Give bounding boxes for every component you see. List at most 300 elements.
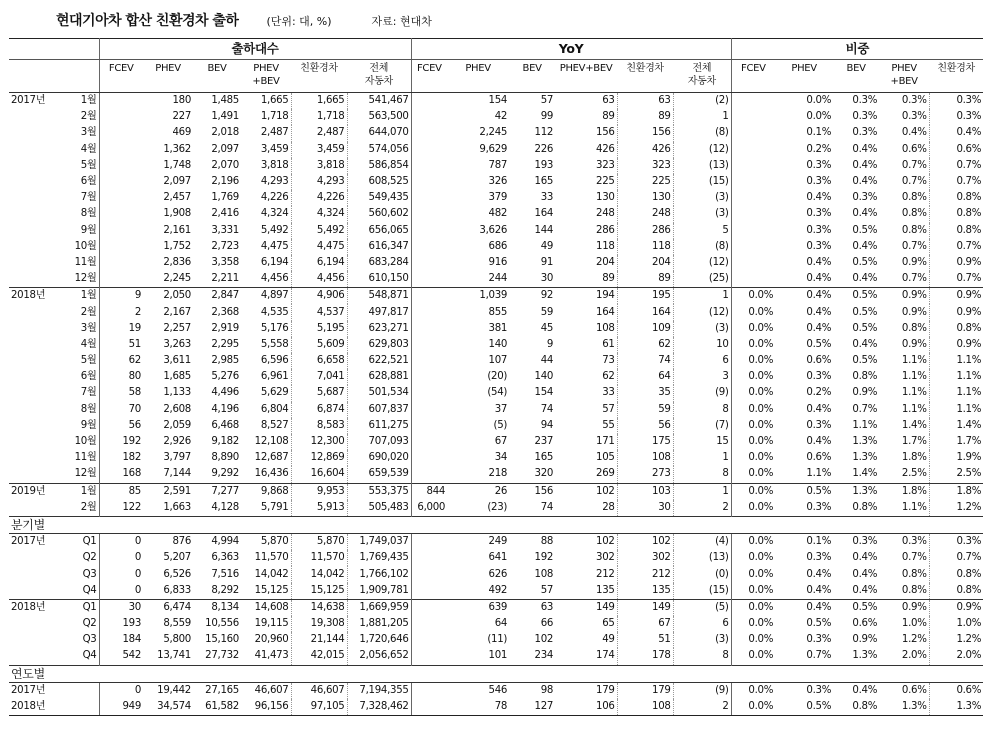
table-cell: 0.0% xyxy=(731,337,775,353)
table-cell: (13) xyxy=(673,550,731,566)
table-cell: 80 xyxy=(99,369,143,385)
table-cell: 0.0% xyxy=(731,466,775,483)
row-year: 2018년 xyxy=(9,288,59,305)
table-cell xyxy=(99,109,143,125)
table-cell: 0.4% xyxy=(775,288,833,305)
table-cell xyxy=(411,125,447,141)
table-cell: 0.4% xyxy=(852,143,878,155)
table-row xyxy=(9,239,983,255)
table-cell: 0.4% xyxy=(852,240,878,252)
table-cell: 0.5% xyxy=(775,483,833,500)
table-cell: 130 xyxy=(617,190,673,206)
table-cell: 105 xyxy=(596,452,615,464)
table-cell: (11) xyxy=(487,634,508,646)
row-period: 3월 xyxy=(80,322,97,334)
table-cell: 1.1% xyxy=(929,402,983,418)
table-cell: 26 xyxy=(447,483,509,500)
table-cell: 5,492 xyxy=(291,223,347,239)
table-cell: 0.3% xyxy=(852,536,878,548)
table-cell: 12,687 xyxy=(254,452,289,464)
table-cell: 226 xyxy=(534,143,554,155)
table-cell xyxy=(411,142,447,158)
table-cell: 63 xyxy=(602,95,615,107)
table-cell: 64 xyxy=(617,369,673,385)
table-cell xyxy=(411,599,447,616)
table-cell: 3,263 xyxy=(163,338,191,350)
table-cell: 0.4% xyxy=(852,159,878,171)
table-cell: 212 xyxy=(596,568,615,580)
table-cell: 0.9% xyxy=(901,338,927,350)
table-cell: 108 xyxy=(617,450,673,466)
table-cell: 1.8% xyxy=(929,483,983,500)
table-cell: 4,226 xyxy=(291,190,347,206)
row-year: 2017년 xyxy=(11,684,46,696)
table-cell: 629,803 xyxy=(347,337,411,353)
table-cell: 57 xyxy=(540,584,554,596)
table-cell: 88 xyxy=(540,536,554,548)
table-cell: 1,718 xyxy=(260,111,289,123)
table-cell: 2,487 xyxy=(260,127,289,139)
column-header-shipments: PHEV +BEV xyxy=(241,60,291,93)
table-cell: 9,868 xyxy=(241,483,291,500)
table-cell: 0.0% xyxy=(731,304,775,320)
table-cell: 4,475 xyxy=(291,239,347,255)
table-cell: 8 xyxy=(673,402,731,418)
table-cell xyxy=(731,158,775,174)
table-cell: 0.4% xyxy=(806,256,832,268)
table-cell: 6,000 xyxy=(411,500,447,517)
table-cell: 140 xyxy=(534,371,554,383)
table-cell: 248 xyxy=(596,208,615,220)
column-header-yoy: BEV xyxy=(509,60,555,93)
row-period: Q2 xyxy=(82,618,97,630)
table-cell: 107 xyxy=(488,355,508,367)
table-cell: 302 xyxy=(617,550,673,566)
table-cell: 1.1% xyxy=(852,419,878,431)
table-cell: 0.0% xyxy=(731,500,775,517)
table-cell: 0.3% xyxy=(806,501,832,513)
table-cell: 96,156 xyxy=(241,699,291,716)
table-cell: 4,226 xyxy=(260,192,289,204)
column-header-yoy: FCEV xyxy=(411,60,447,93)
table-cell: 2.5% xyxy=(901,468,927,480)
table-cell: 0.4% xyxy=(852,568,878,580)
table-cell: 1.1% xyxy=(901,371,927,383)
table-cell: 560,602 xyxy=(347,206,411,222)
table-cell: 0.7% xyxy=(901,273,927,285)
table-cell xyxy=(411,385,447,401)
table-cell xyxy=(411,466,447,483)
table-cell: 0.3% xyxy=(852,192,878,204)
table-cell xyxy=(411,239,447,255)
table-cell: 9,953 xyxy=(291,483,347,500)
row-year xyxy=(9,500,59,517)
row-period: 6월 xyxy=(80,371,97,383)
table-cell: 2,847 xyxy=(193,288,241,305)
table-cell: 541,467 xyxy=(347,93,411,110)
table-cell: 154 xyxy=(488,95,508,107)
table-cell: 1.3% xyxy=(852,650,878,662)
table-row xyxy=(9,418,983,434)
table-cell: 0.8% xyxy=(901,568,927,580)
table-cell: 5,791 xyxy=(260,501,289,513)
table-row xyxy=(9,337,983,353)
table-cell: 2,245 xyxy=(163,273,191,285)
table-cell: 3,818 xyxy=(260,159,289,171)
table-cell: 59 xyxy=(540,306,554,318)
table-cell: 149 xyxy=(555,599,617,616)
table-cell: 0.0% xyxy=(731,434,775,450)
table-cell: 323 xyxy=(596,159,615,171)
table-row xyxy=(9,174,983,190)
table-cell: 4,293 xyxy=(260,176,289,188)
table-cell: 16,604 xyxy=(291,466,347,483)
table-cell: 611,275 xyxy=(347,418,411,434)
table-cell: 379 xyxy=(488,192,508,204)
table-cell: 5,176 xyxy=(260,322,289,334)
table-cell xyxy=(731,190,775,206)
table-cell: 0.7% xyxy=(929,174,983,190)
table-cell: 1.2% xyxy=(929,632,983,648)
table-cell: 19,442 xyxy=(157,684,191,696)
table-cell: 2,167 xyxy=(163,306,191,318)
table-cell: 5,913 xyxy=(291,500,347,517)
table-cell: 0.0% xyxy=(731,550,775,566)
table-row xyxy=(9,632,983,648)
table-cell: (20) xyxy=(487,371,508,383)
table-cell: 106 xyxy=(555,699,617,716)
row-year xyxy=(9,632,59,648)
table-cell: 3,626 xyxy=(479,224,508,236)
table-cell: 5,870 xyxy=(291,534,347,551)
table-cell xyxy=(411,434,447,450)
table-cell: 179 xyxy=(596,684,615,696)
table-cell: (54) xyxy=(487,387,508,399)
table-cell: 8,890 xyxy=(211,452,239,464)
row-period: 7월 xyxy=(80,387,97,399)
table-cell: 51 xyxy=(99,337,143,353)
table-cell: 0.4% xyxy=(852,176,878,188)
table-cell: 35 xyxy=(617,385,673,401)
table-cell: 0.8% xyxy=(929,206,983,222)
table-cell: 9 xyxy=(99,288,143,305)
table-cell xyxy=(411,93,447,110)
table-cell: 13,741 xyxy=(157,650,191,662)
table-cell: 0.3% xyxy=(806,240,832,252)
table-cell xyxy=(411,288,447,305)
table-cell: 0.9% xyxy=(901,256,927,268)
table-cell: 3 xyxy=(673,369,731,385)
table-cell: 4,324 xyxy=(260,208,289,220)
table-cell: 0.5% xyxy=(806,618,832,630)
table-cell: 0.6% xyxy=(929,682,983,699)
table-cell: 0.4% xyxy=(852,552,878,564)
table-cell: 553,375 xyxy=(347,483,411,500)
table-row xyxy=(9,369,983,385)
row-year xyxy=(9,418,59,434)
table-cell: 102 xyxy=(596,536,615,548)
table-cell: 45 xyxy=(540,322,554,334)
table-cell: 5,207 xyxy=(163,552,191,564)
table-cell: 1 xyxy=(673,450,731,466)
table-cell: 2,368 xyxy=(211,306,239,318)
table-cell: 0.9% xyxy=(879,288,929,305)
table-cell: 57 xyxy=(602,403,615,415)
table-cell: 1,720,646 xyxy=(347,632,411,648)
table-cell: 112 xyxy=(534,127,554,139)
table-cell: 108 xyxy=(596,322,615,334)
row-period: 2월 xyxy=(80,501,97,513)
row-period: 11월 xyxy=(74,256,97,268)
table-cell: 1,881,205 xyxy=(347,616,411,632)
table-cell: 140 xyxy=(488,338,508,350)
row-period: 7월 xyxy=(80,192,97,204)
table-cell: 164 xyxy=(534,208,554,220)
row-period: 12월 xyxy=(74,468,97,480)
table-row xyxy=(9,534,983,551)
table-cell: 4,456 xyxy=(291,271,347,288)
table-cell: 0.8% xyxy=(929,321,983,337)
table-cell: 0.0% xyxy=(731,483,775,500)
table-cell xyxy=(411,158,447,174)
table-cell: 2,097 xyxy=(163,176,191,188)
table-cell: 108 xyxy=(534,568,554,580)
table-cell: 91 xyxy=(540,256,554,268)
table-cell: 1.4% xyxy=(901,419,927,431)
table-cell: 168 xyxy=(99,466,143,483)
table-cell: 586,854 xyxy=(347,158,411,174)
table-cell: 0.4% xyxy=(775,599,833,616)
table-cell: (2) xyxy=(673,93,731,110)
row-period: 8월 xyxy=(80,403,97,415)
table-cell: 34,574 xyxy=(143,699,193,716)
table-cell: (0) xyxy=(673,566,731,582)
table-cell: 286 xyxy=(596,224,615,236)
data-table xyxy=(9,38,983,716)
table-cell: 2,196 xyxy=(211,176,239,188)
table-cell: 0.8% xyxy=(929,223,983,239)
table-cell: 0.3% xyxy=(806,159,832,171)
row-year xyxy=(9,239,59,255)
table-cell: 0.6% xyxy=(806,355,832,367)
table-cell: (13) xyxy=(673,158,731,174)
table-cell: 0.6% xyxy=(806,452,832,464)
table-cell: 0.9% xyxy=(929,599,983,616)
table-cell xyxy=(411,450,447,466)
row-period: 5월 xyxy=(80,159,97,171)
table-cell: 204 xyxy=(596,256,615,268)
table-cell: 0.0% xyxy=(731,583,775,600)
table-cell: 0.9% xyxy=(879,599,929,616)
table-cell xyxy=(99,239,143,255)
table-cell: 0.3% xyxy=(929,109,983,125)
row-year xyxy=(9,206,59,222)
table-cell: 56 xyxy=(617,418,673,434)
table-cell: 149 xyxy=(617,599,673,616)
table-cell xyxy=(99,271,143,288)
table-cell: 639 xyxy=(447,599,509,616)
table-cell: 0.5% xyxy=(852,256,878,268)
row-year xyxy=(9,583,59,600)
table-cell: 0.0% xyxy=(731,418,775,434)
table-cell: 1.3% xyxy=(852,436,878,448)
table-cell: 1,663 xyxy=(163,501,191,513)
table-cell: 0.8% xyxy=(929,566,983,582)
table-cell: 4,324 xyxy=(291,206,347,222)
table-cell: 73 xyxy=(602,355,615,367)
table-cell: 0.8% xyxy=(929,190,983,206)
row-year xyxy=(9,125,59,141)
row-period: 1월 xyxy=(59,483,99,500)
table-cell xyxy=(99,174,143,190)
row-period: Q2 xyxy=(82,552,97,564)
row-year xyxy=(9,353,59,369)
table-cell: 381 xyxy=(488,322,508,334)
table-row xyxy=(9,699,983,716)
column-header-row xyxy=(9,60,983,93)
table-cell: 49 xyxy=(540,240,554,252)
table-cell: 70 xyxy=(99,402,143,418)
row-year xyxy=(9,550,59,566)
table-cell: 30 xyxy=(540,273,554,285)
table-cell: 2,211 xyxy=(211,273,239,285)
table-cell xyxy=(411,418,447,434)
table-cell: 0.2% xyxy=(806,387,832,399)
table-cell: 787 xyxy=(488,159,508,171)
row-label-header xyxy=(9,60,99,93)
table-cell: (3) xyxy=(673,632,731,648)
table-cell xyxy=(99,142,143,158)
table-cell: 109 xyxy=(617,321,673,337)
table-cell: 2,985 xyxy=(211,355,239,367)
table-cell: 1.1% xyxy=(929,385,983,401)
table-cell xyxy=(411,304,447,320)
table-cell: 56 xyxy=(99,418,143,434)
table-cell: 286 xyxy=(617,223,673,239)
table-cell: 59 xyxy=(617,402,673,418)
table-cell: 55 xyxy=(602,419,615,431)
table-cell: 94 xyxy=(540,419,554,431)
table-cell: 0.5% xyxy=(852,306,878,318)
table-cell: 0.0% xyxy=(806,111,832,123)
table-cell: 7,144 xyxy=(163,468,191,480)
table-cell: 8 xyxy=(673,648,731,665)
table-cell: 0.8% xyxy=(901,208,927,220)
table-cell: 0.0% xyxy=(731,450,775,466)
table-cell: 237 xyxy=(534,436,554,448)
table-cell: 0.7% xyxy=(901,240,927,252)
table-cell: 3,459 xyxy=(260,143,289,155)
table-cell: 0.8% xyxy=(901,584,927,596)
table-cell: 165 xyxy=(534,452,554,464)
table-cell: 10,556 xyxy=(205,618,239,630)
table-cell: 1,766,102 xyxy=(347,566,411,582)
table-cell: 0.4% xyxy=(901,127,927,139)
table-cell: 27,165 xyxy=(205,684,239,696)
table-cell: 27,732 xyxy=(205,650,239,662)
column-header-shipments: FCEV xyxy=(99,60,143,93)
row-year: 2019년 xyxy=(9,483,59,500)
table-cell: 0.3% xyxy=(929,93,983,110)
table-cell xyxy=(411,190,447,206)
table-cell: 33 xyxy=(540,192,554,204)
table-cell: (12) xyxy=(673,142,731,158)
table-cell: 4,475 xyxy=(260,240,289,252)
table-row xyxy=(9,304,983,320)
row-period: 1월 xyxy=(59,288,99,305)
table-cell: 4,906 xyxy=(291,288,347,305)
table-cell: 5,629 xyxy=(260,387,289,399)
table-cell: 2.0% xyxy=(929,648,983,665)
table-cell: 33 xyxy=(602,387,615,399)
column-header-shipments: PHEV xyxy=(143,60,193,93)
table-cell: 656,065 xyxy=(347,223,411,239)
table-cell: 0.5% xyxy=(806,338,832,350)
table-cell: 1,362 xyxy=(163,143,191,155)
table-cell xyxy=(731,109,775,125)
table-cell: 0.0% xyxy=(731,699,775,716)
table-cell: 1.1% xyxy=(901,355,927,367)
table-cell: 0.4% xyxy=(806,584,832,596)
row-year xyxy=(9,190,59,206)
table-cell: 0.8% xyxy=(852,371,878,383)
table-cell: 28 xyxy=(602,501,615,513)
table-cell: 0.5% xyxy=(833,288,879,305)
table-cell: 628,881 xyxy=(347,369,411,385)
table-cell: 1,039 xyxy=(447,288,509,305)
table-cell: 492 xyxy=(488,584,508,596)
table-cell: 0.3% xyxy=(806,684,832,696)
table-cell xyxy=(411,632,447,648)
table-cell: 37 xyxy=(494,403,508,415)
table-cell: (7) xyxy=(673,418,731,434)
table-cell xyxy=(731,271,775,288)
table-cell: 1.3% xyxy=(879,699,929,716)
table-cell: 0.7% xyxy=(929,550,983,566)
table-cell: 51 xyxy=(617,632,673,648)
table-cell: 563,500 xyxy=(347,109,411,125)
table-row xyxy=(9,142,983,158)
table-cell: 0.4% xyxy=(852,273,878,285)
table-cell: 9 xyxy=(546,338,554,350)
table-cell: 30 xyxy=(617,500,673,517)
table-cell: 6,194 xyxy=(260,256,289,268)
table-cell: 42,015 xyxy=(291,648,347,665)
table-cell: 14,042 xyxy=(254,568,289,580)
table-cell: 0.5% xyxy=(775,699,833,716)
table-cell: 0.3% xyxy=(852,95,878,107)
table-cell: 15,160 xyxy=(205,634,239,646)
table-cell: 607,837 xyxy=(347,402,411,418)
table-cell: 469 xyxy=(172,127,191,139)
table-cell xyxy=(411,255,447,271)
column-header-share: 친환경차 xyxy=(929,60,983,93)
table-cell: 2,050 xyxy=(143,288,193,305)
table-cell: 67 xyxy=(494,436,508,448)
group-shipments: 출하대수 xyxy=(99,39,411,60)
table-cell xyxy=(731,255,775,271)
table-cell: 89 xyxy=(602,111,615,123)
row-year xyxy=(9,337,59,353)
table-cell: 0.8% xyxy=(833,699,879,716)
table-cell: 1.3% xyxy=(833,483,879,500)
table-cell: 0.9% xyxy=(901,306,927,318)
row-year xyxy=(9,402,59,418)
table-cell: 156 xyxy=(509,483,555,500)
table-cell: 20,960 xyxy=(254,634,289,646)
table-cell: 426 xyxy=(617,142,673,158)
table-cell: 0.7% xyxy=(806,650,832,662)
